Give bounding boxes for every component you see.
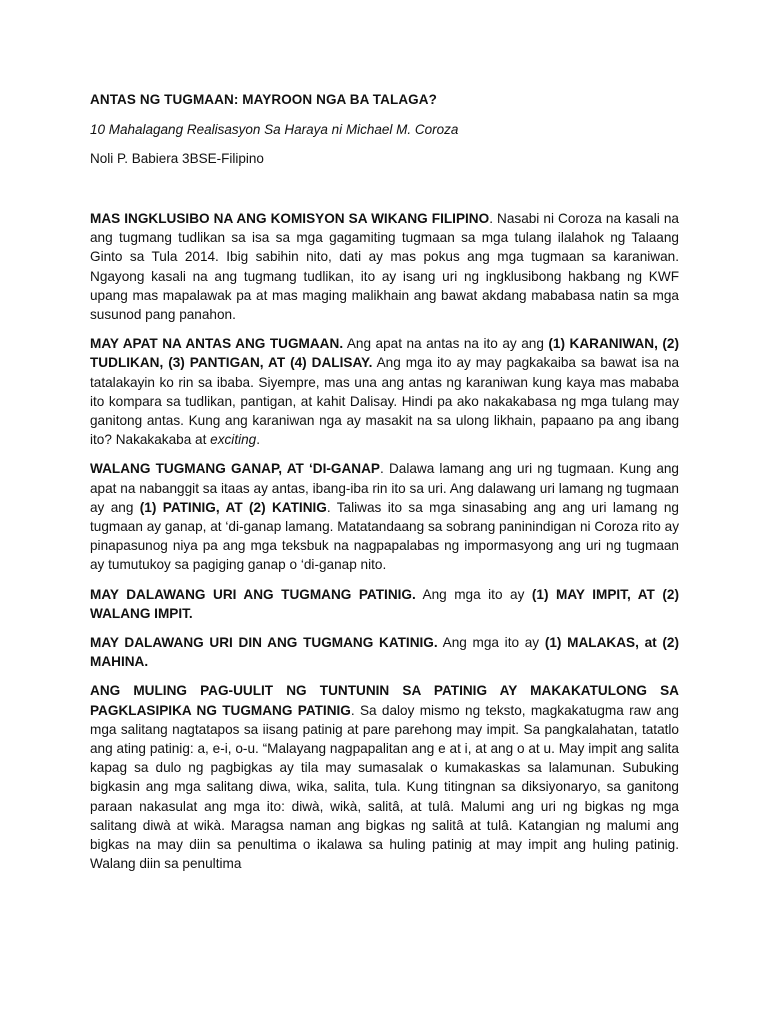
- paragraph-no-ganap: [90, 459, 679, 574]
- paragraph-patinig-types: [90, 585, 679, 623]
- paragraph-four-levels: [90, 334, 679, 449]
- paragraph-text-run: . Nasabi ni Coroza na kasali na ang tugmang tudlikan sa isa sa mga gagamiting tugmaan sa mga tulang ilalahok ng Talaang Ginto sa Tula 2014. Ibig sabihin nito, dati ay mas pokus ang mga tugmaan sa karaniwan. Ngayong kasali na ang tugmang tudlikan, ito ay isang uri ng ingklusibong hakbang ng KWF upang mas mapalawak pa at mas maging malikhain ang bawat akdang mababasa natin sa mga susunod pang panahon.: [90, 211, 679, 323]
- paragraph-text-run: MAS INGKLUSIBO NA ANG KOMISYON SA WIKANG FILIPINO: [90, 211, 490, 226]
- paragraph-text-run: MAY DALAWANG URI ANG TUGMANG PATINIG.: [90, 586, 416, 602]
- document-title: ANTAS NG TUGMAAN: MAYROON NGA BA TALAGA?: [90, 92, 437, 107]
- paragraph-text-run: MAY DALAWANG URI DIN ANG TUGMANG KATINIG.: [90, 635, 438, 651]
- paragraph-text-run: (1) MALAKAS, at (2) MAHINA.: [90, 635, 679, 670]
- paragraph-text-run: Ang mga ito ay: [437, 635, 545, 651]
- paragraph-text-run: (1) KARANIWAN, (2) TUDLIKAN, (3) PANTIGAN, AT (4) DALISAY.: [90, 336, 679, 371]
- paragraph-text-run: Ang mga ito ay: [415, 586, 532, 602]
- paragraph-text-run: ANG MULING PAG-UULIT NG TUNTUNIN SA PATINIG AY MAKAKATULONG SA PAGKLASIPIKA NG TUGMANG PATINIG: [90, 683, 679, 718]
- document-subtitle: 10 Mahalagang Realisasyon Sa Haraya ni Michael M. Coroza: [90, 122, 459, 137]
- document-header: [90, 92, 690, 166]
- paragraph-text-run: (1) PATINIG, AT (2) KATINIG: [139, 499, 327, 515]
- paragraph-text-run: Ang mga ito ay may pagkakaiba sa bawat isa na tatalakayin ko rin sa ibaba. Siyempre, mas una ang antas ng karaniwan kung kaya mas mababa ito kompara sa tudlikan, pantigan, at kahit Dalisay. Hindi pa ako nakakabasa ng mga tulang may ganitong antas. Kung ang karaniwan nga ay masakit na sa ulong likhain, papaano pa ang ibang ito? Nakakakaba at: [90, 355, 679, 448]
- paragraph-inclusive-kwf: [90, 209, 679, 324]
- paragraph-text-run: . Dalawa lamang ang uri ng tugmaan. Kung ang apat na nabanggit sa itaas ay antas, ibang-iba rin ito sa uri. Ang dalawang uri lamang ng tugmaan ay ang: [90, 461, 679, 515]
- paragraph-text-run: MAY APAT NA ANTAS ANG TUGMAAN.: [90, 336, 344, 352]
- paragraph-text-run: .: [256, 432, 261, 448]
- paragraph-text-run: WALANG TUGMANG GANAP, AT ‘DI-GANAP: [90, 461, 380, 477]
- paragraph-text-run: Ang apat na antas na ito ay ang: [343, 336, 549, 352]
- paragraph-text-run: . Sa daloy mismo ng teksto, magkakatugma raw ang mga salitang nagtatapos sa iisang patinig at pare parehong may impit. Sa pangkalahatan, tatatlo ang ating patinig: a, e-i, o-u. “Malayang nagpapalitan ang e at i, at ang o at u. May impit ang salita kapag sa dulo ng pagbigkas ay tila may sumasalak o kumakaskas sa lalamunan. Subuking bigkasin ang mga salitang diwa, wika, salita, tula. Kung titingnan sa diksiyonaryo, sa ganitong paraan nakasulat ang mga ito: diwà, wikà, salitâ, at tulâ. Malumi ang uri ng bigkas ng mga salitang diwà at wikà. Maragsa naman ang bigkas ng salitâ at tulâ. Katangian ng malumi ang bigkas na may diin sa penultima o ikalawa sa huling patinig at may impit ang huling patinig. Walang diin sa penultima: [90, 702, 679, 872]
- paragraph-patinig-rules: [90, 681, 679, 873]
- paragraph-katinig-types: [90, 633, 679, 671]
- author-line: Noli P. Babiera 3BSE-Filipino: [90, 151, 264, 166]
- paragraph-text-run: (1) MAY IMPIT, AT (2) WALANG IMPIT.: [90, 586, 679, 621]
- document-body: [90, 209, 679, 884]
- paragraph-text-run: exciting: [210, 432, 257, 448]
- paragraph-text-run: . Taliwas ito sa mga sinasabing ang ang uri lamang ng tugmaan ay ganap, at ‘di-ganap lamang. Matatandaang sa sobrang paninindigan ni Coroza rito ay pinapasunog niya pa ang mga teksbuk na nagpapalabas ng impormasyong ang uri ng tugmaan ay tumutukoy sa pagiging ganap o ‘di-ganap nito.: [90, 499, 679, 573]
